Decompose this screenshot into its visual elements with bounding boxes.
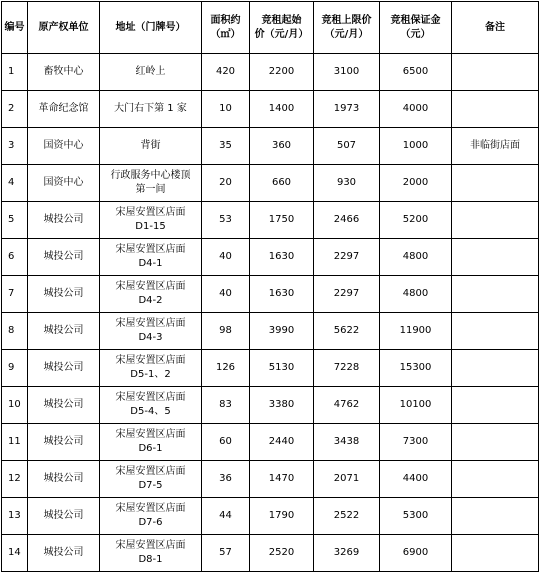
address-line-2: D4-2 (138, 295, 163, 306)
cell-cap-price: 1973 (314, 91, 380, 128)
header-area: 面积约 （㎡） (202, 2, 250, 54)
rental-table (1, 1, 539, 572)
cell-cap-price: 930 (314, 165, 380, 202)
cell-deposit: 4800 (380, 276, 452, 313)
cell-no: 2 (2, 91, 28, 128)
cell-cap-price: 3438 (314, 424, 380, 461)
cell-no: 5 (2, 202, 28, 239)
header-row (2, 2, 539, 54)
table-row (2, 54, 539, 91)
cell-note (452, 461, 539, 498)
header-owner: 原产权单位 (28, 2, 100, 54)
cell-start-price: 660 (250, 165, 314, 202)
cell-address (100, 202, 202, 239)
header-address: 地址（门牌号） (100, 2, 202, 54)
address-line-1: 宋屋安置区店面 (115, 318, 186, 329)
cell-address (100, 128, 202, 165)
cell-note (452, 498, 539, 535)
cell-cap-price: 3100 (314, 54, 380, 91)
cell-owner: 城投公司 (28, 461, 100, 498)
header-cap-price: 竞租上限价 （元/月） (314, 2, 380, 54)
cell-area: 10 (202, 91, 250, 128)
table-row (2, 424, 539, 461)
cell-owner: 革命纪念馆 (28, 91, 100, 128)
cell-address (100, 91, 202, 128)
cell-area: 40 (202, 239, 250, 276)
cell-area: 420 (202, 54, 250, 91)
cell-cap-price: 5622 (314, 313, 380, 350)
cell-address (100, 165, 202, 202)
table-row (2, 461, 539, 498)
address-line-2: D7-5 (138, 480, 163, 491)
cell-area: 20 (202, 165, 250, 202)
cell-no: 4 (2, 165, 28, 202)
table-row (2, 350, 539, 387)
cell-area: 60 (202, 424, 250, 461)
cell-start-price: 1400 (250, 91, 314, 128)
cell-deposit: 10100 (380, 387, 452, 424)
address-line-1: 宋屋安置区店面 (115, 466, 186, 477)
table-row (2, 128, 539, 165)
cell-deposit: 4400 (380, 461, 452, 498)
cell-note (452, 239, 539, 276)
cell-cap-price: 7228 (314, 350, 380, 387)
cell-note (452, 91, 539, 128)
address-line-1: 红岭上 (135, 66, 166, 77)
address-line-2: D1-15 (135, 221, 166, 232)
cell-address (100, 239, 202, 276)
cell-no: 13 (2, 498, 28, 535)
address-line-1: 宋屋安置区店面 (115, 244, 186, 255)
cell-no: 8 (2, 313, 28, 350)
cell-note (452, 535, 539, 572)
cell-start-price: 1630 (250, 239, 314, 276)
table-row (2, 91, 539, 128)
address-line-1: 宋屋安置区店面 (115, 429, 186, 440)
cell-no: 1 (2, 54, 28, 91)
cell-deposit: 11900 (380, 313, 452, 350)
header-start-price: 竞租起始 价（元/月） (250, 2, 314, 54)
cell-area: 53 (202, 202, 250, 239)
address-line-1: 宋屋安置区店面 (115, 281, 186, 292)
table-row (2, 202, 539, 239)
address-line-1: 宋屋安置区店面 (115, 355, 186, 366)
table-row (2, 276, 539, 313)
cell-cap-price: 2297 (314, 276, 380, 313)
cell-start-price: 2440 (250, 424, 314, 461)
cell-owner: 城投公司 (28, 276, 100, 313)
cell-note (452, 165, 539, 202)
cell-owner: 城投公司 (28, 202, 100, 239)
cell-owner: 城投公司 (28, 535, 100, 572)
cell-owner: 城投公司 (28, 350, 100, 387)
cell-owner: 国资中心 (28, 128, 100, 165)
cell-address (100, 424, 202, 461)
cell-area: 44 (202, 498, 250, 535)
cell-note (452, 276, 539, 313)
cell-cap-price: 3269 (314, 535, 380, 572)
table-row (2, 313, 539, 350)
cell-deposit: 6900 (380, 535, 452, 572)
cell-deposit: 7300 (380, 424, 452, 461)
address-line-2: D7-6 (138, 517, 163, 528)
cell-start-price: 2520 (250, 535, 314, 572)
cell-owner: 城投公司 (28, 313, 100, 350)
cell-address (100, 276, 202, 313)
cell-no: 14 (2, 535, 28, 572)
cell-address (100, 535, 202, 572)
cell-owner: 城投公司 (28, 387, 100, 424)
cell-start-price: 1470 (250, 461, 314, 498)
cell-area: 126 (202, 350, 250, 387)
cell-cap-price: 2297 (314, 239, 380, 276)
cell-area: 35 (202, 128, 250, 165)
cell-no: 6 (2, 239, 28, 276)
cell-owner: 城投公司 (28, 424, 100, 461)
cell-deposit: 15300 (380, 350, 452, 387)
address-line-2: D8-1 (138, 554, 163, 565)
cell-note (452, 313, 539, 350)
address-line-2: D5-1、2 (130, 369, 171, 380)
cell-start-price: 1790 (250, 498, 314, 535)
cell-cap-price: 2522 (314, 498, 380, 535)
address-line-1: 行政服务中心楼顶 (110, 170, 191, 181)
cell-address (100, 461, 202, 498)
cell-note (452, 387, 539, 424)
header-note: 备注 (452, 2, 539, 54)
cell-area: 40 (202, 276, 250, 313)
cell-area: 98 (202, 313, 250, 350)
cell-note (452, 202, 539, 239)
cell-owner: 城投公司 (28, 239, 100, 276)
cell-note (452, 54, 539, 91)
table-row (2, 165, 539, 202)
cell-deposit: 5300 (380, 498, 452, 535)
cell-start-price: 3380 (250, 387, 314, 424)
cell-start-price: 1630 (250, 276, 314, 313)
cell-area: 57 (202, 535, 250, 572)
cell-no: 3 (2, 128, 28, 165)
cell-owner: 国资中心 (28, 165, 100, 202)
cell-note (452, 350, 539, 387)
cell-owner: 城投公司 (28, 498, 100, 535)
address-line-2: D6-1 (138, 443, 163, 454)
table-row (2, 387, 539, 424)
address-line-2: 第一间 (135, 184, 166, 195)
cell-address (100, 387, 202, 424)
cell-no: 7 (2, 276, 28, 313)
cell-deposit: 4000 (380, 91, 452, 128)
cell-address (100, 313, 202, 350)
table-row (2, 239, 539, 276)
cell-no: 11 (2, 424, 28, 461)
address-line-1: 宋屋安置区店面 (115, 392, 186, 403)
header-no: 编号 (2, 2, 28, 54)
cell-deposit: 5200 (380, 202, 452, 239)
address-line-1: 大门右下第 1 家 (114, 103, 187, 114)
address-line-1: 宋屋安置区店面 (115, 540, 186, 551)
cell-start-price: 3990 (250, 313, 314, 350)
cell-no: 9 (2, 350, 28, 387)
address-line-1: 背街 (140, 140, 161, 151)
cell-start-price: 5130 (250, 350, 314, 387)
cell-cap-price: 507 (314, 128, 380, 165)
cell-deposit: 1000 (380, 128, 452, 165)
cell-deposit: 4800 (380, 239, 452, 276)
cell-area: 83 (202, 387, 250, 424)
cell-start-price: 360 (250, 128, 314, 165)
table-row (2, 535, 539, 572)
cell-area: 36 (202, 461, 250, 498)
cell-start-price: 1750 (250, 202, 314, 239)
cell-note: 非临街店面 (452, 128, 539, 165)
cell-address (100, 54, 202, 91)
address-line-2: D4-3 (138, 332, 163, 343)
cell-address (100, 498, 202, 535)
cell-deposit: 6500 (380, 54, 452, 91)
header-deposit: 竞租保证金 （元） (380, 2, 452, 54)
address-line-1: 宋屋安置区店面 (115, 503, 186, 514)
cell-start-price: 2200 (250, 54, 314, 91)
table-row (2, 498, 539, 535)
cell-no: 10 (2, 387, 28, 424)
address-line-2: D4-1 (138, 258, 163, 269)
cell-address (100, 350, 202, 387)
cell-deposit: 2000 (380, 165, 452, 202)
address-line-2: D5-4、5 (130, 406, 171, 417)
cell-note (452, 424, 539, 461)
cell-cap-price: 2466 (314, 202, 380, 239)
cell-cap-price: 4762 (314, 387, 380, 424)
cell-owner: 畜牧中心 (28, 54, 100, 91)
cell-cap-price: 2071 (314, 461, 380, 498)
cell-no: 12 (2, 461, 28, 498)
address-line-1: 宋屋安置区店面 (115, 207, 186, 218)
